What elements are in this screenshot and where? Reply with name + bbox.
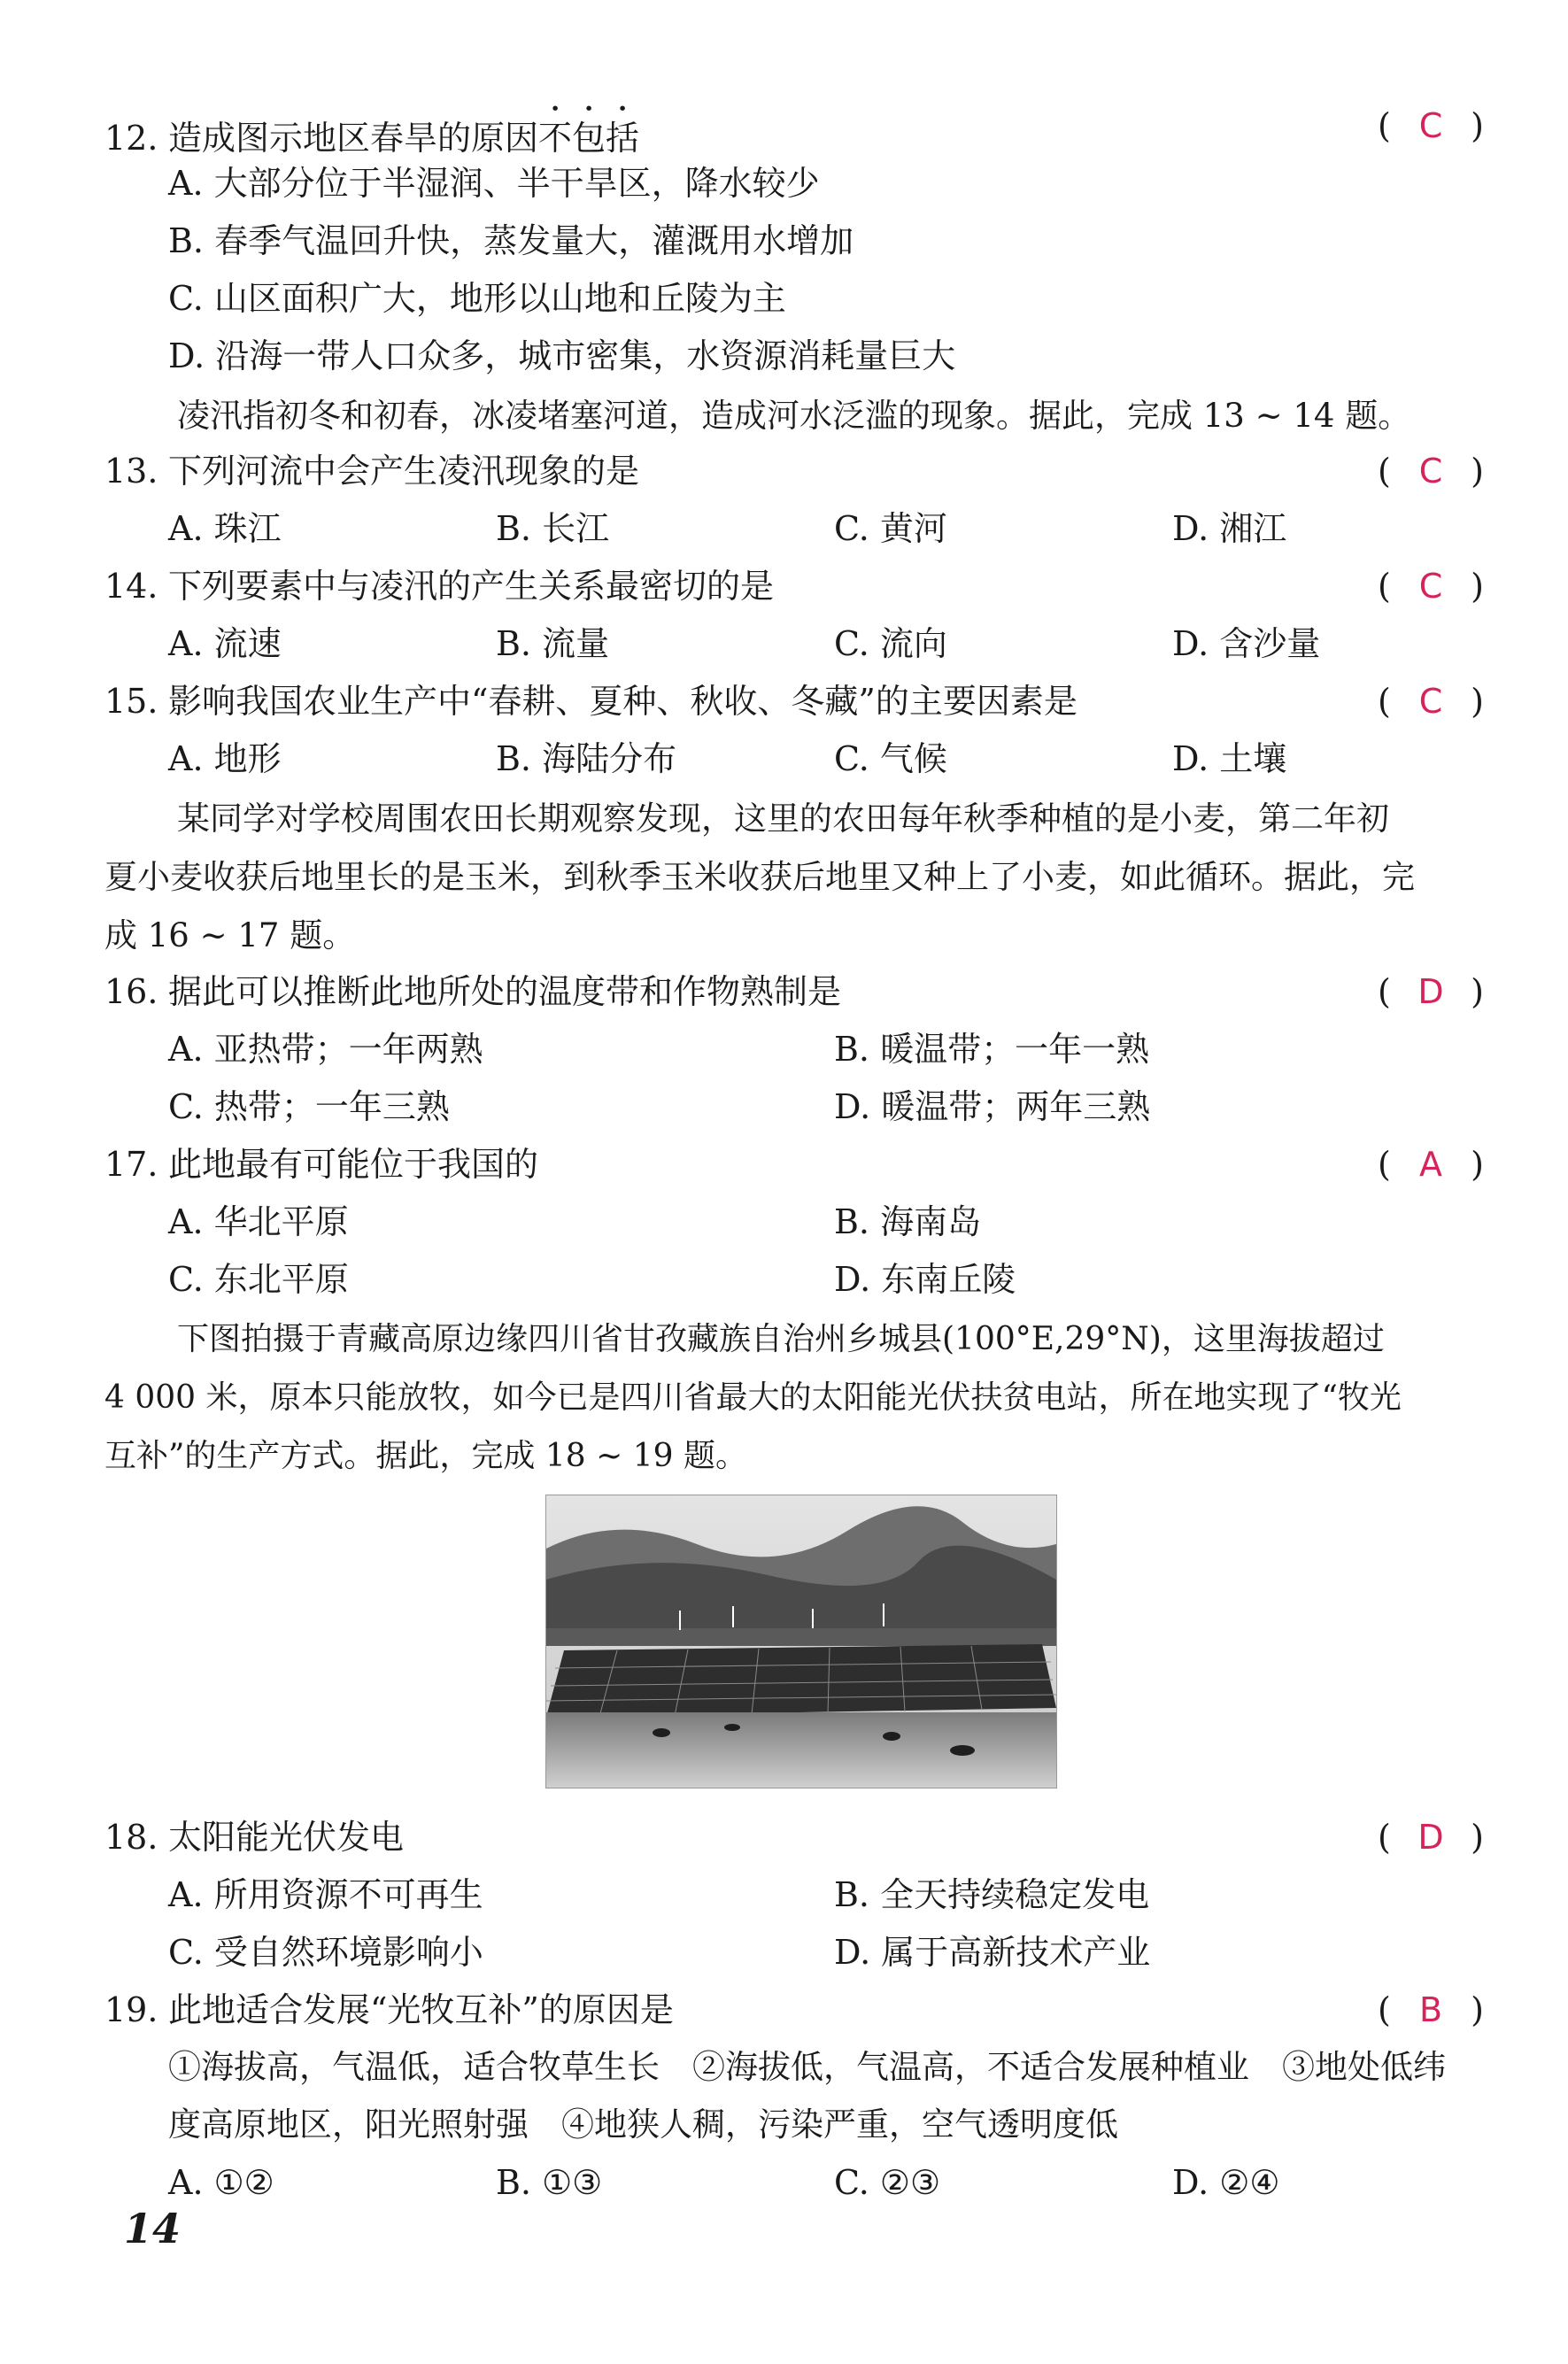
option-19-c: C. ②③ [834, 2163, 941, 2202]
answer-14: ( C ) [1378, 567, 1484, 606]
option-19-b: B. ①③ [496, 2163, 603, 2202]
answer-16: ( D ) [1378, 972, 1484, 1011]
option-17-c: C. 东北平原 [168, 1260, 349, 1299]
option-16-b: B. 暖温带；一年一熟 [834, 1030, 1150, 1069]
option-13-a: A. 珠江 [168, 509, 282, 548]
question-18: 18. 太阳能光伏发电 [104, 1818, 405, 1857]
option-18-c: C. 受自然环境影响小 [168, 1933, 483, 1972]
statements-19-line-2: 度高原地区，阳光照射强 ④地狭人稠，污染严重，空气透明度低 [168, 2105, 1118, 2144]
answer-18: ( D ) [1378, 1818, 1484, 1857]
option-13-d: D. 湘江 [1172, 509, 1287, 548]
option-12-c: C. 山区面积广大，地形以山地和丘陵为主 [168, 279, 786, 318]
answer-15: ( C ) [1378, 682, 1484, 721]
option-15-b: B. 海陆分布 [496, 739, 677, 778]
answer-13: ( C ) [1378, 452, 1484, 491]
question-16: 16. 据此可以推断此地所处的温度带和作物熟制是 [104, 972, 842, 1011]
option-19-a: A. ①② [168, 2163, 274, 2202]
option-12-a: A. 大部分位于半湿润、半干旱区，降水较少 [168, 164, 820, 203]
option-12-d: D. 沿海一带人口众多，城市密集，水资源消耗量巨大 [168, 336, 956, 375]
option-18-b: B. 全天持续稳定发电 [834, 1875, 1150, 1914]
question-19: 19. 此地适合发展“光牧互补”的原因是 [104, 1990, 674, 2029]
option-13-b: B. 长江 [496, 509, 610, 548]
option-17-a: A. 华北平原 [168, 1202, 349, 1241]
question-12-stem: 造成图示地区春旱的原因 [168, 119, 539, 158]
question-14: 14. 下列要素中与凌汛的产生关系最密切的是 [104, 567, 775, 606]
option-12-b: B. 春季气温回升快，蒸发量大，灌溉用水增加 [168, 221, 854, 260]
page-number: 14 [124, 2205, 182, 2252]
option-19-d: D. ②④ [1172, 2163, 1280, 2202]
option-16-d: D. 暖温带；两年三熟 [834, 1087, 1151, 1126]
question-17: 17. 此地最有可能位于我国的 [104, 1145, 539, 1184]
answer-12: ( C ) [1378, 106, 1484, 145]
question-13: 13. 下列河流中会产生凌汛现象的是 [104, 452, 640, 491]
option-14-a: A. 流速 [168, 624, 282, 663]
option-16-c: C. 热带；一年三熟 [168, 1087, 450, 1126]
question-15: 15. 影响我国农业生产中“春耕、夏种、秋收、冬藏”的主要因素是 [104, 682, 1078, 721]
statements-19-line-1: ①海拔高，气温低，适合牧草生长 ②海拔低，气温高，不适合发展种植业 ③地处低纬 [168, 2048, 1446, 2086]
intro-18-19: 下图拍摄于青藏高原边缘四川省甘孜藏族自治州乡城县(100°E,29°N)，这里海拔超过 4 000 米，原本只能放牧，如今已是四川省最大的太阳能光伏扶贫电站，所在地实现了“牧光 互补”的生产方式。据此，完成 18 ~ 19 题。 [104, 1321, 1402, 1474]
intro-16-17: 某同学对学校周围农田长期观察发现，这里的农田每年秋季种植的是小麦，第二年初 夏小麦收获后地里长的是玉米，到秋季玉米收获后地里又种上了小麦，如此循环。据此，完 成 16 ~ 17 题。 [104, 800, 1415, 954]
question-12-emphasis: 不包括 [538, 119, 640, 158]
answer-19: ( B ) [1378, 1990, 1484, 2029]
option-15-c: C. 气候 [834, 739, 947, 778]
option-17-b: B. 海南岛 [834, 1202, 982, 1241]
option-18-a: A. 所用资源不可再生 [168, 1875, 483, 1914]
answer-17: ( A ) [1378, 1145, 1484, 1184]
option-17-d: D. 东南丘陵 [834, 1260, 1016, 1299]
question-12: 12. 造成图示地区春旱的原因不包括 [104, 119, 640, 158]
intro-13-14: 凌汛指初冬和初春，冰凌堵塞河道，造成河水泛滥的现象。据此，完成 13 ~ 14 题。 [177, 397, 1411, 435]
option-16-a: A. 亚热带；一年两熟 [168, 1030, 483, 1069]
option-18-d: D. 属于高新技术产业 [834, 1933, 1151, 1972]
option-14-c: C. 流向 [834, 624, 947, 663]
option-13-c: C. 黄河 [834, 509, 947, 548]
option-15-a: A. 地形 [168, 739, 282, 778]
option-14-d: D. 含沙量 [1172, 624, 1321, 663]
solar-plateau-photo [545, 1495, 1057, 1788]
option-14-b: B. 流量 [496, 624, 610, 663]
option-15-d: D. 土壤 [1172, 739, 1287, 778]
